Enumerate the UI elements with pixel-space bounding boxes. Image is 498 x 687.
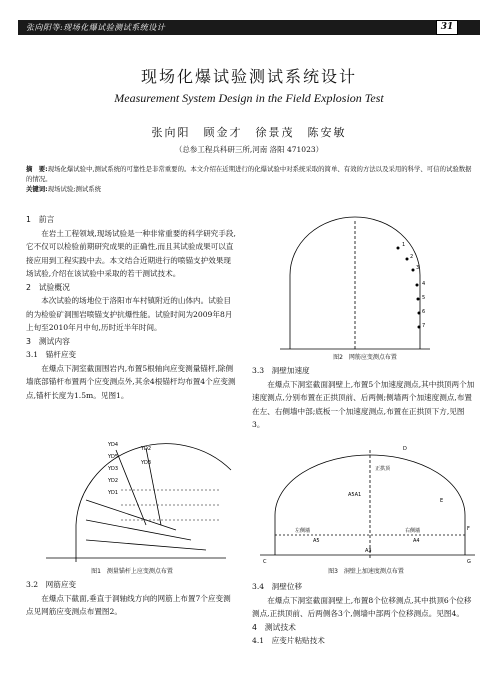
section-3-2-text: 在爆点下截面,垂直于洞轴线方向的网筋上布置7个应变测点见网筋应变测点布置图2。 <box>26 593 231 616</box>
bolt-label: YD2 <box>141 446 152 452</box>
point-label: 左侧墙 <box>295 528 311 534</box>
affiliation: （总参工程兵科研三所,河南 洛阳 471023） <box>174 145 324 154</box>
section-3-2-heading: 3.2 网筋应变 <box>26 580 77 589</box>
gauge-point <box>406 258 409 261</box>
bolt-label: YD4 <box>108 442 119 448</box>
anchor-bolt <box>86 500 176 530</box>
section-4-1-heading: 4.1 应变片粘贴技术 <box>252 636 325 645</box>
figure-3-caption: 图3 洞壁上加速度测点布置 <box>328 568 404 575</box>
point-label: A4 <box>413 538 420 544</box>
author-list: 张向阳 顾金才 徐景茂 陈安敏 <box>151 126 347 139</box>
bolt-label: YD2 <box>108 478 119 484</box>
figure-2-diagram <box>250 215 480 355</box>
paper-title-cn: 现场化爆试验测试系统设计 <box>140 67 357 86</box>
abstract-block <box>26 164 474 194</box>
bolt-label: YD5 <box>108 454 119 460</box>
section-3-heading: 3 测试内容 <box>26 336 70 346</box>
gauge-label: 6 <box>422 309 426 315</box>
point-label: F <box>467 526 470 532</box>
point-label: E <box>440 498 444 504</box>
bolt-label: YD3 <box>108 466 119 472</box>
right-column-top <box>252 364 476 432</box>
right-column-bottom <box>252 580 476 648</box>
section-3-3-heading: 3.3 洞壁加速度 <box>252 366 310 375</box>
section-2-text: 本次试验的场地位于洛阳市车村镇附近的山体内。试验目的为检验矿洞围岩喷锚支护抗爆性能。试验时间为2009年8月上旬至2010年月中旬,历时近半年时间。 <box>26 296 233 332</box>
gauge-point <box>412 269 415 272</box>
figure-1-caption: 图1 测量锚杆上应变测点布置 <box>91 568 173 575</box>
section-4-heading: 4 测试技术 <box>252 622 296 632</box>
keywords-text: 现场试验;测试系统 <box>47 185 102 193</box>
section-3-1-heading: 3.1 锚杆应变 <box>26 350 77 359</box>
gauge-point <box>417 298 420 301</box>
paper-title-en: Measurement System Design in the Field Explosion Test <box>114 91 384 105</box>
section-3-3-text: 在爆点下洞室截面洞壁上,布置5个加速度测点,其中拱顶两个加速度测点,分别布置在正拱顶前、后两侧;侧墙两个加速度测点,布置在左、右侧墙中部;底板一个加速度测点,布置在正拱顶下方,见图3。 <box>252 379 475 429</box>
gauge-label: 5 <box>422 295 426 301</box>
left-column-top <box>26 213 238 402</box>
gauge-label: 1 <box>402 242 406 248</box>
section-3-4-heading: 3.4 洞壁位移 <box>252 582 303 591</box>
figure-1-diagram <box>26 430 241 565</box>
abstract-text: 现场化爆试验中,测试系统的可靠性是非常重要的。本文介绍在近期进行的化爆试验中对系统采取的简单、有效的方法以及采用的科学、可信的试验数据的情况。 <box>26 165 472 183</box>
point-label: 右侧墙 <box>405 528 421 534</box>
point-label: D <box>403 446 407 452</box>
section-2-heading: 2 试验概况 <box>26 282 70 292</box>
gauge-point <box>416 284 419 287</box>
point-label: A3 <box>365 548 372 554</box>
running-title: 张向阳等:现场化爆试验测试系统设计 <box>26 23 166 32</box>
gauge-label: 7 <box>422 323 426 329</box>
point-label: G <box>467 559 471 565</box>
gauge-label: 3 <box>416 265 420 271</box>
gauge-point <box>418 326 421 329</box>
gauge-point <box>418 312 421 315</box>
left-column-bottom <box>26 578 238 619</box>
figure-2-caption: 图2 网筋应变测点布置 <box>333 354 397 361</box>
figure-3-diagram <box>255 440 480 565</box>
gauge-label: 4 <box>422 281 426 287</box>
section-1-heading: 1 前言 <box>26 215 55 224</box>
point-label: C <box>263 559 267 565</box>
point-label: A5A1 <box>348 492 362 498</box>
section-3-1-text: 在爆点下洞室截面围岩内,布置5根轴向应变测量锚杆,除侧墙底部锚杆布置两个应变测点外,其余4根锚杆均布置4个应变测点,锚杆长度为1.5m。见图1。 <box>26 363 236 400</box>
gauge-point <box>397 247 400 250</box>
anchor-bolt <box>86 540 206 550</box>
bolt-label: YD3 <box>141 460 152 466</box>
bolt-label: YD1 <box>108 490 119 496</box>
point-label: 正拱顶 <box>375 466 391 472</box>
section-3-4-text: 在爆点下洞室截面洞壁上,布置8个位移测点,其中拱顶6个位移测点,正拱顶前、后两侧各3个,侧墙中部两个位移测点。见图4。 <box>252 595 472 618</box>
page-number: 31 <box>436 20 458 35</box>
abstract-label: 摘 要: <box>26 165 48 173</box>
tunnel-wall-outline <box>76 444 231 562</box>
keywords-label: 关键词: <box>26 185 48 193</box>
section-1-text: 在岩土工程领域,现场试验是一种非常重要的科学研究手段,它不仅可以检验前期研究成果的正确性,而且其试验成果可以直接应用到工程实践中去。本文结合近期进行的喷锚支护效果现场试验,介绍在该试验中采取的若干测试技术。 <box>26 228 236 278</box>
gauge-label: 2 <box>410 254 414 260</box>
point-label: A5 <box>313 538 320 544</box>
